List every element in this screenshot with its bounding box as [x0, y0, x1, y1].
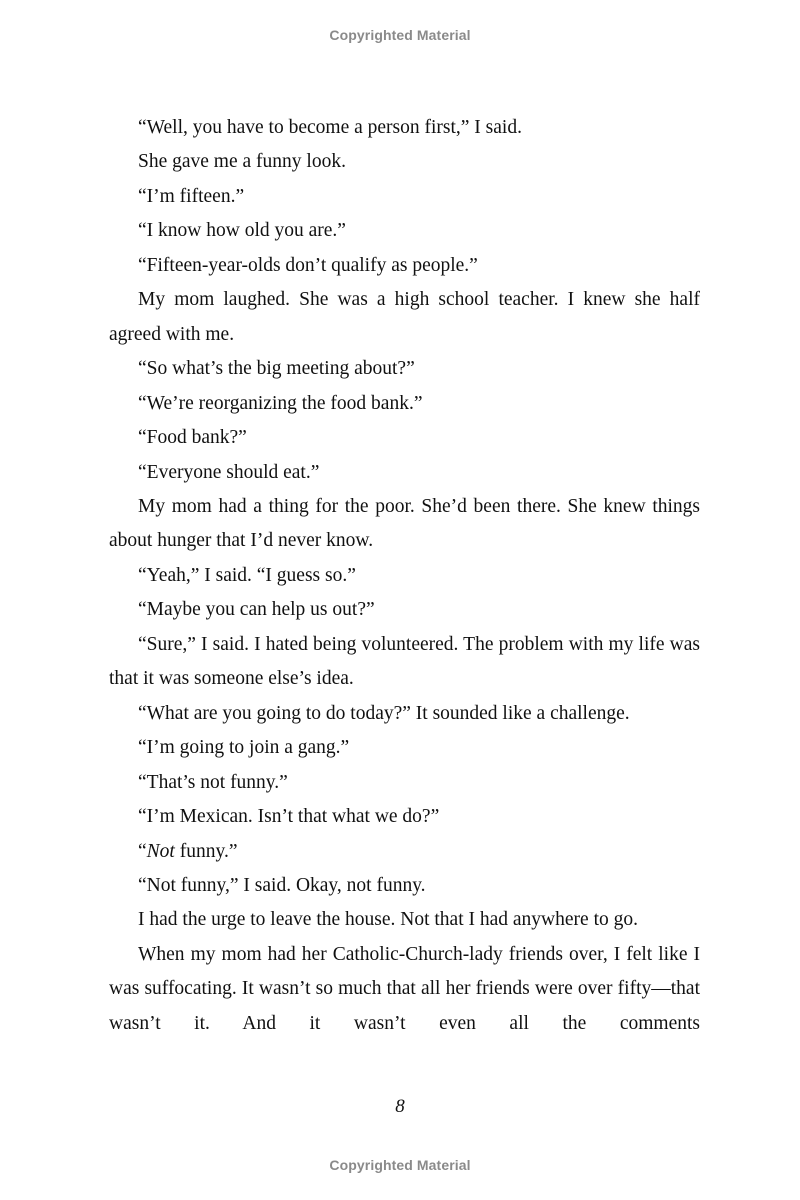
- paragraph: “I know how old you are.”: [138, 220, 346, 242]
- paragraph: “Food bank?”: [138, 427, 247, 449]
- paragraph: [109, 835, 700, 869]
- paragraph: “Sure,” I said. I hated being volunteered. The problem with my life was that it was someone else’s idea.: [109, 633, 700, 690]
- paragraph-rest: funny.”: [174, 840, 238, 862]
- copyright-watermark-bottom: Copyrighted Material: [329, 1157, 471, 1173]
- paragraph: “I’m fifteen.”: [138, 185, 245, 207]
- page-body-text: [109, 111, 700, 1041]
- copyright-watermark-top: Copyrighted Material: [329, 27, 471, 43]
- paragraph: When my mom had her Catholic-Church-lady friends over, I felt like I was suffocating. It wasn’t so much that all her friends were over fifty—that wasn’t it. And it wasn’t even all the comments: [109, 943, 700, 1034]
- paragraph: “Well, you have to become a person first,” I said.: [138, 117, 522, 138]
- paragraph: “Maybe you can help us out?”: [138, 599, 375, 621]
- paragraph: “We’re reorganizing the food bank.”: [138, 392, 423, 414]
- paragraph: “Yeah,” I said. “I guess so.”: [138, 564, 356, 586]
- paragraph: She gave me a funny look.: [138, 151, 346, 173]
- paragraph: “So what’s the big meeting about?”: [138, 358, 415, 380]
- quote-mark: “: [138, 840, 147, 862]
- paragraph: I had the urge to leave the house. Not that I had anywhere to go.: [138, 909, 638, 931]
- paragraph: “I’m going to join a gang.”: [138, 737, 350, 759]
- paragraph: “What are you going to do today?” It sounded like a challenge.: [138, 702, 630, 724]
- emphasis-text: Not: [146, 840, 175, 862]
- paragraph: “Fifteen-year-olds don’t qualify as people.”: [138, 254, 478, 276]
- paragraph: My mom laughed. She was a high school teacher. I knew she half agreed with me.: [109, 289, 700, 345]
- paragraph: “I’m Mexican. Isn’t that what we do?”: [138, 806, 440, 828]
- paragraph: “Not funny,” I said. Okay, not funny.: [138, 874, 426, 896]
- page-number: 8: [395, 1096, 405, 1117]
- paragraph: “Everyone should eat.”: [138, 461, 320, 483]
- paragraph: “That’s not funny.”: [138, 771, 288, 793]
- paragraph: My mom had a thing for the poor. She’d been there. She knew things about hunger that I’d never know.: [109, 495, 700, 552]
